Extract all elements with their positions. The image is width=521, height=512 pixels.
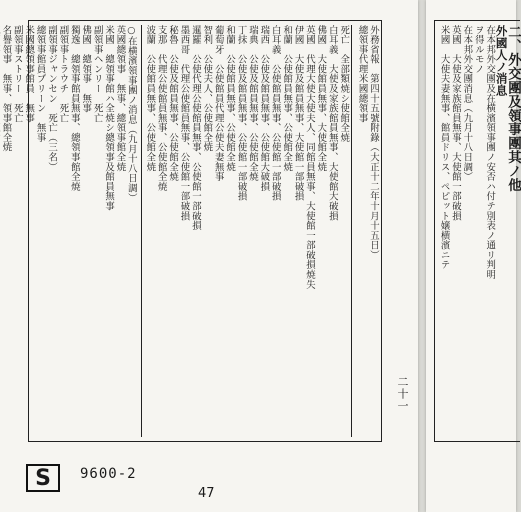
column-line: 英國總領事 無事、總領事館全焼 <box>114 25 126 172</box>
column-line: 在本邦外交團消息（九月十八日調） <box>461 25 473 182</box>
column-line: 佛國 總領事 無事 <box>80 25 92 114</box>
column-line: 名譽領事 無事、領事館全焼 <box>0 25 12 153</box>
column-line: 支那 代理公使館員無事、公使館全焼 <box>155 25 167 192</box>
column-line: 死亡 全部類焼シ使館全焼 <box>338 25 350 143</box>
column-line: 副領事ストリー 死亡 <box>11 25 23 123</box>
column-line: 智利 公使夫人、公使館全焼 <box>201 25 213 153</box>
column-line: 總領事館員ブリーン 無事 <box>34 25 46 143</box>
column-line: 副領事トラウチ 死亡 <box>57 25 69 123</box>
column-line: 丁抹 公使及館員無事、公使館一部破損 <box>235 25 247 202</box>
column-line: 白耳義 公使館員無事、公使館一部破損 <box>269 25 281 202</box>
column-line: 瑞西 公使及館員無事、公使館大破損 <box>258 25 270 192</box>
archive-stamp-code: 9600-2 <box>80 466 137 482</box>
column-line: 英國 代理大使大使夫人、同館員無事、大使館一部破損焼失 <box>303 25 315 290</box>
column-a <box>141 25 352 437</box>
column-outer <box>356 25 379 437</box>
column-line: 米國 大使夫妻無事、館員ドリス、ペピット嬢横濱ニテ <box>438 25 450 270</box>
column-line: 和蘭 公使館員無事、公使館全焼 <box>281 25 293 172</box>
column-b <box>0 25 137 437</box>
right-page-heading-column <box>438 25 521 437</box>
column-line: 米國 總領事館ハ全焼シ總領事及館員無事 <box>103 25 115 212</box>
folio-number: 47 <box>198 486 215 501</box>
column-line: 外務省報 第四十五號附錄（大正十二年十月十五日） <box>368 25 379 260</box>
column-line: 葡萄牙 公使館員代理公使夫妻無事 <box>212 25 224 182</box>
column-line: 佛國 大使館員無事、大使館全焼 <box>315 25 327 172</box>
column-line: 米國總領事館員 無事 <box>23 25 35 123</box>
right-page <box>426 0 521 512</box>
column-line: 伊國 大使及館員無事、大使館一部破損 <box>292 25 304 202</box>
column-line: 墨西哥 代理公使館員無事、公使館一部破損 <box>178 25 190 221</box>
column-line: 秘魯 公使及館員無事、公使館全焼 <box>167 25 179 182</box>
gutter <box>418 486 426 494</box>
column-line: 副領事ヘンリー 死亡 <box>91 25 103 123</box>
column-line: 瑞典 公使及館員無事、公使館全焼 <box>246 25 258 182</box>
column-line: 副領事ジャンセン 死亡（三名） <box>46 25 58 172</box>
column-line: 在本邦外交團及在横濱領事團ノ安否ハ付テ別表ノ通リ判明 <box>484 25 496 280</box>
column-line: 波蘭 公使館員無事、公使館全焼 <box>144 25 156 172</box>
column-line: 暹羅 公使代理公使館員無事、公使館一部破損 <box>189 25 201 231</box>
section-heading: 二、外交團及領事團其ノ他 <box>505 25 521 192</box>
right-page-frame <box>434 20 520 442</box>
column-line: 獨逸 總領事館員無事、總領事館全焼 <box>68 25 80 192</box>
left-page-frame <box>0 20 382 442</box>
column-line: 英國 大使及家族館員無事、大使館一部破損 <box>449 25 461 221</box>
column-line: 總領事代理米國總領事 <box>356 25 368 123</box>
archive-stamp-letter: S <box>26 464 60 492</box>
page-number: 二十一 <box>396 376 409 412</box>
column-line: 和蘭 公使館員無事、公使館全焼 <box>224 25 236 172</box>
column-line: ○在横濱領事團ノ消息（九月十八日調） <box>125 25 137 203</box>
column-line: ヲ得ルモノ <box>472 25 484 74</box>
section-sub-heading: 外國人ノ消息 <box>494 25 509 97</box>
column-line: 白耳義 大使及家族館員無事、大使館大破損 <box>326 25 338 221</box>
